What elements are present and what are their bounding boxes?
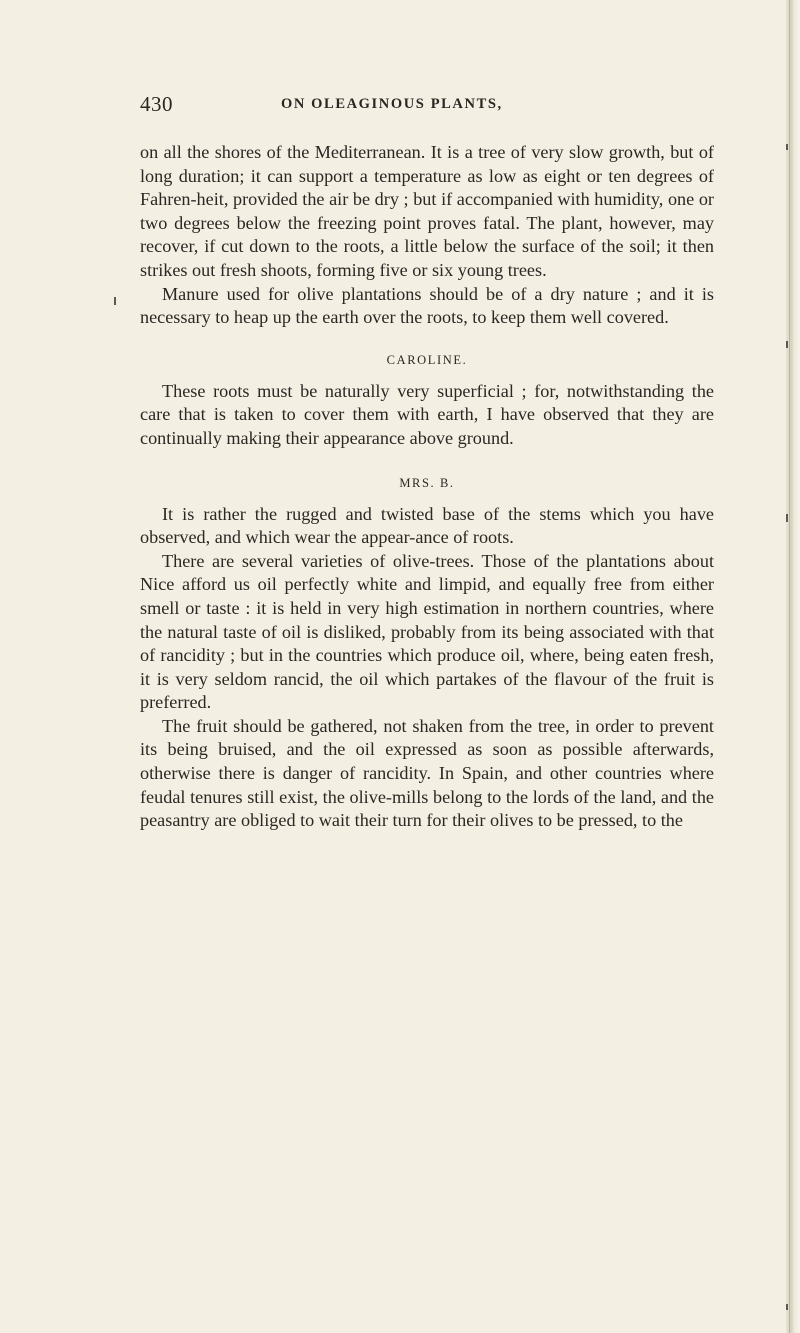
speaker-label: MRS. B. bbox=[399, 475, 455, 490]
paragraph: Manure used for olive plantations should be of a dry nature ; and it is necessary to heap up the earth over the roots, to keep them well covered. bbox=[140, 283, 714, 328]
margin-speck bbox=[114, 297, 116, 305]
page-number: 430 bbox=[140, 92, 173, 116]
margin-speck bbox=[786, 341, 788, 348]
running-title: ON OLEAGINOUS PLANTS, bbox=[281, 96, 503, 112]
speaker-label: CAROLINE. bbox=[386, 352, 468, 367]
margin-speck bbox=[786, 144, 788, 150]
paragraph: on all the shores of the Mediterranean. It is a tree of very slow growth, but of long duration; it can support a temperature as low as eight or ten degrees of Fahren-heit, provided the air be dry ; but if accompanied with humidity, one or two degrees below the freezing point proves fatal. The plant, however, may recover, if cut down to the roots, a little below the surface of the soil; it then strikes out fresh shoots, forming five or six young trees. bbox=[140, 142, 714, 280]
paragraph: These roots must be naturally very superficial ; for, notwithstanding the care that is taken to cover them with earth, I have observed that they are continually making their appearance above ground. bbox=[140, 380, 714, 448]
page-edge-line bbox=[789, 0, 790, 1333]
body-text bbox=[140, 141, 714, 833]
margin-speck bbox=[786, 514, 788, 522]
paragraph: There are several varieties of olive-trees. Those of the plantations about Nice afford us oil perfectly white and limpid, and equally free from either smell or taste : it is held in very high estimation in northern countries, where the natural taste of oil is disliked, probably from its being associated with that of rancidity ; but in the countries which produce oil, where, being eaten fresh, it is very seldom rancid, the oil which partakes of the flavour of the fruit is preferred. bbox=[140, 550, 714, 713]
page-header bbox=[140, 92, 714, 122]
margin-speck bbox=[786, 1304, 788, 1310]
paragraph: It is rather the rugged and twisted base of the stems which you have observed, and which wear the appear-ance of roots. bbox=[140, 503, 714, 548]
paragraph: The fruit should be gathered, not shaken from the tree, in order to prevent its being bruised, and the oil expressed as soon as possible afterwards, otherwise there is danger of rancidity. In Spain, and other countries where feudal tenures still exist, the olive-mills belong to the lords of the land, and the peasantry are obliged to wait their turn for their olives to be pressed, to the bbox=[140, 715, 714, 831]
